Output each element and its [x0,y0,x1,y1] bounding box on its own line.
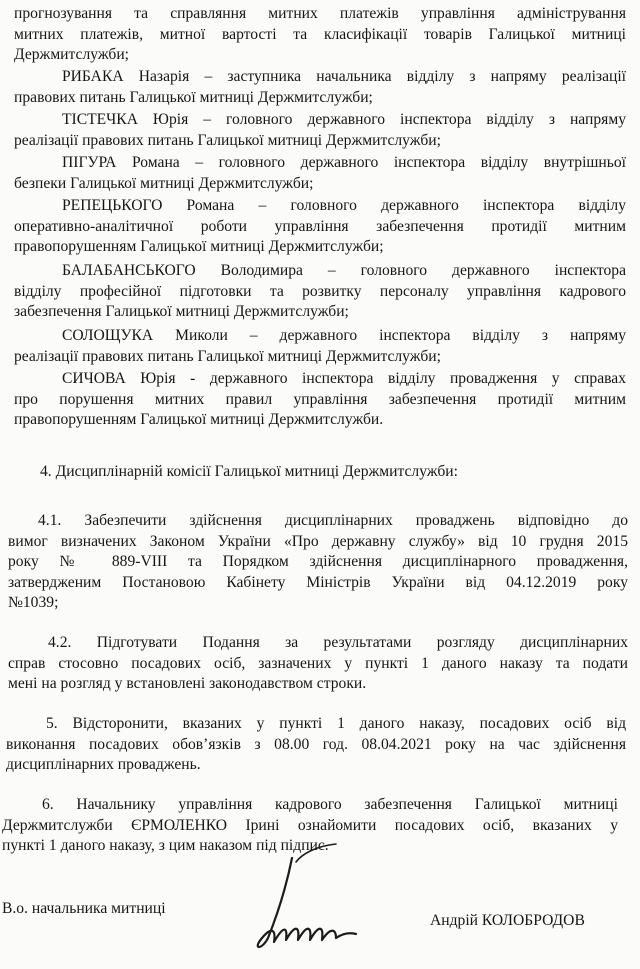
text-line: Держмитслужби; [14,46,130,63]
text-line: №1039; [8,594,59,611]
text-line: дисциплінарних проваджень. [6,756,201,773]
text-line: виконання посадових обов’язків з 08.00 год. 08.04.2021 року на час здійснення [6,735,626,753]
paragraph-4-1 [8,511,628,614]
text-line: СОЛОЩУКА Миколи – державного інспектора відділу з напряму [62,327,626,344]
text-line: прогнозування та справляння митних платежів управління адміністрування [14,5,626,22]
text-line: затвердженим Постановою Кабінету Міністрів України від 04.12.2019 року [8,573,628,591]
text-line: правопорушенням Галицької митниці Держмитслужби. [14,411,384,428]
section-4-heading [40,462,630,483]
text-line: справ стосовно посадових осіб, зазначених у пункті 1 даного наказу та подати [8,654,628,672]
text-line: правопорушенням Галицької митниці Держмитслужби; [14,238,384,255]
person-repetskyi [14,196,626,258]
paragraph-continuation [14,4,626,66]
text-line: РИБАКА Назарія – заступника начальника відділу з напряму реалізації [62,68,626,85]
text-line: БАЛАБАНСЬКОГО Володимира – головного державного інспектора [62,262,626,279]
text-line: пункті 1 даного наказу, з цим наказом під підпис. [2,837,329,854]
text-line: СИЧОВА Юрія - державного інспектора відділу провадження у справах [62,370,626,387]
paragraph-4-2 [8,633,628,695]
text-line: митних платежів, митної вартості та класифікації товарів Галицької митниці [14,25,626,43]
text-line: реалізації правових питань Галицької митниці Держмитслужби; [14,131,441,149]
text-line: про порушення митних правил управління забезпечення протидії митним [14,390,626,408]
person-balabanskyi [14,261,626,323]
text-line: 6. Начальнику управління кадрового забезпечення Галицької митниці [42,796,618,813]
text-line: 4.1. Забезпечити здійснення дисциплінарних проваджень відповідно до [38,512,628,529]
person-tistechko [14,110,626,151]
signature-position: В.о. начальника митниці [2,900,166,917]
person-soloshchuk [14,326,626,367]
person-pihur [14,153,626,194]
text-line: забезпечення Галицької митниці Держмитслужби; [14,303,349,320]
person-rybak [14,67,626,108]
text-line: РЕПЕЦЬКОГО Романа – головного державного інспектора відділу [62,197,626,214]
text-line: правових питань Галицької митниці Держмитслужби; [14,88,373,106]
text-line: оперативно-аналітичної роботи управління забезпечення протидії митним [14,217,626,235]
text-line: безпеки Галицької митниці Держмитслужби; [14,174,314,192]
signatory-name: Андрій КОЛОБРОДОВ [430,912,585,929]
text-line: мені на розгляд у встановлені законодавством строки. [8,675,367,692]
text-line: відділу професійної підготовки та розвитку персоналу управління кадрового [14,282,626,300]
text-line: 4. Дисциплінарній комісії Галицької митниці Держмитслужби: [40,463,458,480]
text-line: ТІСТЕЧКА Юрія – головного державного інспектора відділу з напряму [62,111,626,128]
text-line: Держмитслужби ЄРМОЛЕНКО Ірині ознайомити посадових осіб, вказаних у [2,816,618,834]
text-line: ПІГУРА Романа – головного державного інспектора відділу внутрішньої [62,154,626,171]
text-line: 4.2. Підготувати Подання за результатами розгляду дисциплінарних [48,634,628,651]
text-line: реалізації правових питань Галицької митниці Держмитслужби; [14,347,441,365]
handwritten-signature [232,838,382,958]
text-line: вимог визначених Законом України «Про державну службу» від 10 грудня 2015 [8,532,628,550]
text-line: року № 889-VIII та Порядком здійснення дисциплінарного провадження, [8,553,628,570]
person-sychov [14,369,626,431]
text-line: 5. Відсторонити, вказаних у пункті 1 даного наказу, посадових осіб від [46,715,626,732]
paragraph-5 [6,714,626,776]
